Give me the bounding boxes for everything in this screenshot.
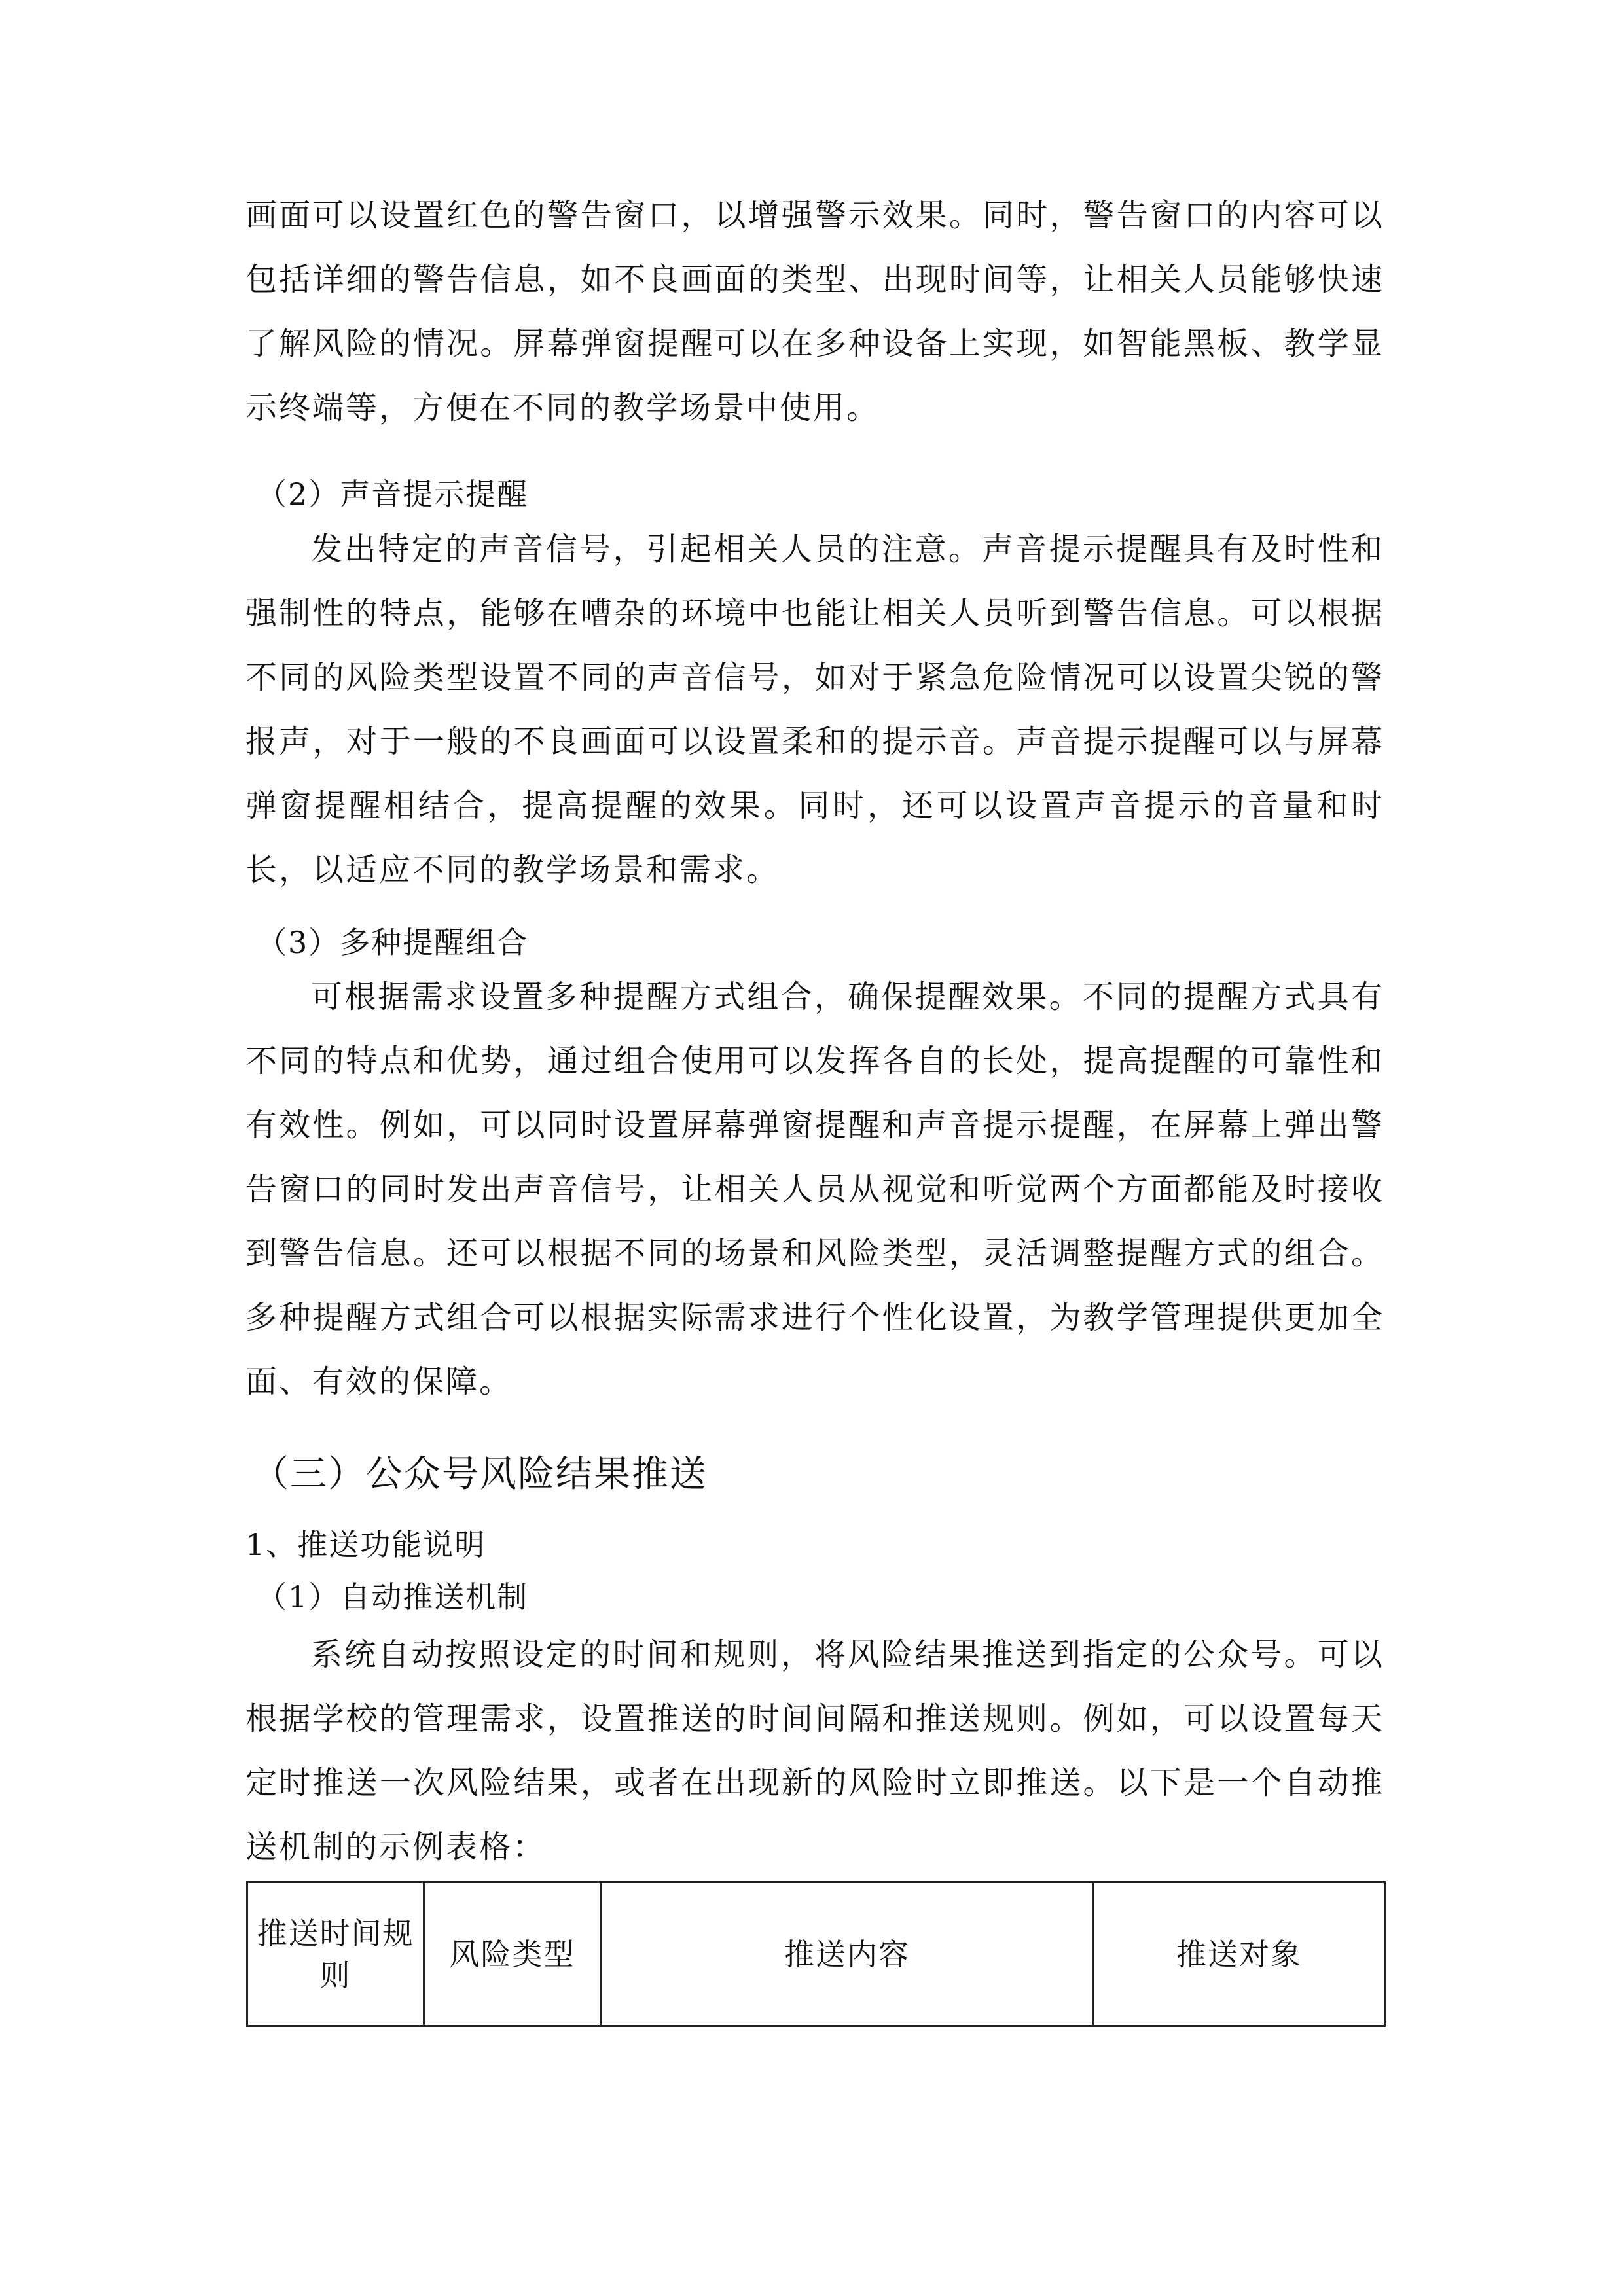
paragraph-popup-warning (245, 183, 1384, 440)
section-heading-text: （三）公众号风险结果推送 (252, 1453, 708, 1496)
paragraph-text: 可根据需求设置多种提醒方式组合，确保提醒效果。不同的提醒方式具有不同的特点和优势，通过组合使用可以发挥各自的长处，提高提醒的可靠性和有效性。例如，可以同时设置屏幕弹窗提醒和声音提示提醒，在屏幕上弹出警告窗口的同时发出声音信号，让相关人员从视觉和听觉两个方面都能及时接收到警告信息。还可以根据不同的场景和风险类型，灵活调整提醒方式的组合。多种提醒方式组合可以根据实际需求进行个性化设置，为教学管理提供更加全面、有效的保障。 (245, 978, 1384, 1400)
section-heading-push (252, 1452, 1391, 1498)
subheading-combined-alert (257, 923, 1396, 962)
paragraph-text: 发出特定的声音信号，引起相关人员的注意。声音提示提醒具有及时性和强制性的特点，能够在嘈杂的环境中也能让相关人员听到警告信息。可以根据不同的风险类型设置不同的声音信号，如对于紧急危险情况可以设置尖锐的警报声，对于一般的不良画面可以设置柔和的提示音。声音提示提醒可以与屏幕弹窗提醒相结合，提高提醒的效果。同时，还可以设置声音提示的音量和时长，以适应不同的教学场景和需求。 (245, 531, 1384, 888)
paragraph-sound-alert (245, 517, 1384, 902)
paragraph-auto-push (245, 1623, 1384, 1879)
paragraph-combined-alert (245, 965, 1384, 1414)
paragraph-text: 系统自动按照设定的时间和规则，将风险结果推送到指定的公众号。可以根据学校的管理需求，设置推送的时间间隔和推送规则。例如，可以设置每天定时推送一次风险结果，或者在出现新的风险时立即推送。以下是一个自动推送机制的示例表格： (245, 1636, 1384, 1865)
subheading-text: （1）自动推送机制 (257, 1579, 529, 1615)
subheading-sound-alert (257, 475, 1396, 514)
subheading-push-description (245, 1525, 1384, 1564)
table-header-cell: 推送对象 (1094, 1882, 1385, 2026)
table-header-row (247, 1882, 1385, 2026)
table-header-cell: 推送内容 (601, 1882, 1094, 2026)
subheading-text: 1、推送功能说明 (245, 1527, 486, 1562)
subheading-text: （2）声音提示提醒 (257, 476, 529, 512)
subheading-text: （3）多种提醒组合 (257, 925, 529, 960)
paragraph-text: 画面可以设置红色的警告窗口，以增强警示效果。同时，警告窗口的内容可以包括详细的警告信息，如不良画面的类型、出现时间等，让相关人员能够快速了解风险的情况。屏幕弹窗提醒可以在多种设备上实现，如智能黑板、教学显示终端等，方便在不同的教学场景中使用。 (245, 197, 1384, 426)
subheading-auto-push (257, 1577, 1396, 1617)
table-header-cell: 推送时间规则 (247, 1882, 424, 2026)
table-header-cell: 风险类型 (424, 1882, 601, 2026)
push-rules-table (246, 1881, 1386, 2027)
